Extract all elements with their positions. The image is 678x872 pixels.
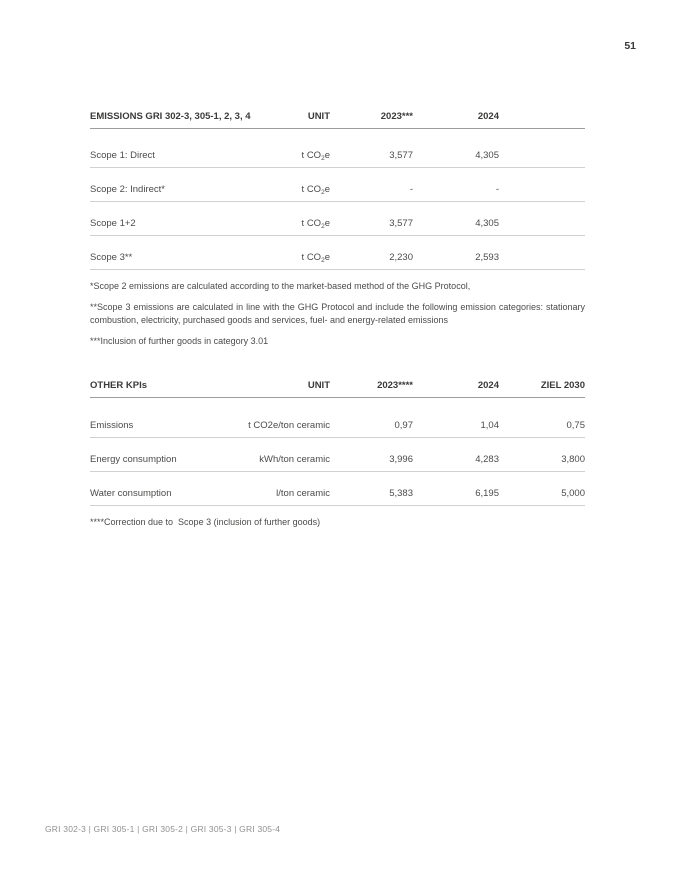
row-label: Emissions [90,398,227,438]
value-2023: 3,577 [330,201,413,235]
other-kpis-title: OTHER KPIs [90,378,227,398]
table-row [90,201,585,235]
row-label: Energy consumption [90,438,227,472]
table-row [90,438,585,472]
value-2023: 0,97 [330,398,413,438]
value-empty [499,235,585,269]
value-empty [499,128,585,167]
unit-cell: t $CO_2e$ [227,235,330,269]
value-ziel: 3,800 [499,438,585,472]
row-label: Scope 1+2 [90,201,227,235]
other-kpis-col-2023: 2023**** [330,378,413,398]
footnote-correction: ****Correction due to Scope 3 (inclusion of further goods) [90,517,321,528]
unit-cell: t $CO_2e$ [227,128,330,167]
value-2023: 5,383 [330,472,413,506]
value-2023: 3,996 [330,438,413,472]
value-2024: 2,593 [413,235,499,269]
table-row [90,167,585,201]
other-kpis-col-unit: UNIT [227,378,330,398]
unit-cell: t $CO_2e$ [227,201,330,235]
value-2024: 6,195 [413,472,499,506]
value-2024: 4,305 [413,201,499,235]
value-2024: 4,283 [413,438,499,472]
unit-cell: t $CO_2e$ [227,167,330,201]
value-2023: 2,230 [330,235,413,269]
other-kpis-col-ziel: ZIEL 2030 [499,378,585,398]
emissions-col-empty [499,108,585,128]
page-content [90,108,585,529]
value-ziel: 0,75 [499,398,585,438]
emissions-table [90,108,585,270]
emissions-table-title: EMISSIONS GRI 302-3, 305-1, 2, 3, 4 [90,108,227,128]
other-kpis-table [90,378,585,507]
table-row [90,472,585,506]
value-2023: - [330,167,413,201]
value-2024: 1,04 [413,398,499,438]
value-empty [499,167,585,201]
value-2024: 4,305 [413,128,499,167]
footnote-scope2: *Scope 2 emissions are calculated according to the market-based method of the GHG Protocol, [90,280,471,291]
value-2024: - [413,167,499,201]
footnote-scope3: **Scope 3 emissions are calculated in line with the GHG Protocol and include the following emission categories: stationary combustion, electricity, purchased goods and services, fuel- and energy-related emissions [90,301,585,325]
emissions-col-2023: 2023*** [330,108,413,128]
value-2023: 3,577 [330,128,413,167]
gri-footer: GRI 302-3 | GRI 305-1 | GRI 305-2 | GRI 305-3 | GRI 305-4 [45,824,281,834]
row-label: Scope 2: Indirect* [90,167,227,201]
value-ziel: 5,000 [499,472,585,506]
other-kpis-col-2024: 2024 [413,378,499,398]
row-label: Scope 1: Direct [90,128,227,167]
table-row [90,235,585,269]
unit-cell: kWh/ton ceramic [227,438,330,472]
other-kpis-header-row [90,378,585,398]
table-row [90,128,585,167]
emissions-table-header-row [90,108,585,128]
value-empty [499,201,585,235]
unit-cell: l/ton ceramic [227,472,330,506]
footnote-inclusion: ***Inclusion of further goods in category 3.01 [90,335,269,346]
row-label: Scope 3** [90,235,227,269]
emissions-col-2024: 2024 [413,108,499,128]
emissions-col-unit: UNIT [227,108,330,128]
row-label: Water consumption [90,472,227,506]
table-row [90,398,585,438]
page-number: 51 [624,40,636,52]
unit-cell: t CO2e/ton ceramic [227,398,330,438]
